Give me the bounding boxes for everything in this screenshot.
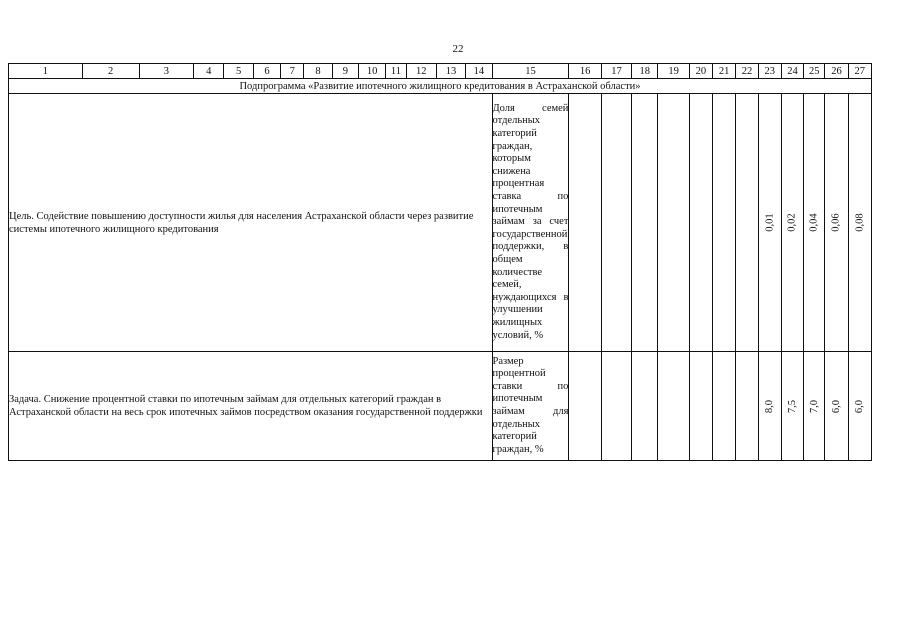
- column-number: 19: [658, 64, 689, 79]
- column-number: 11: [386, 64, 406, 79]
- column-number: 9: [332, 64, 358, 79]
- indicators-table: [8, 63, 872, 461]
- value-text: 6,0: [830, 399, 842, 413]
- column-number: 8: [304, 64, 332, 79]
- column-number: 22: [736, 64, 758, 79]
- empty-cell: [632, 352, 658, 461]
- empty-cell: [632, 94, 658, 352]
- row-description: Цель. Содействие повышению доступности жилья для населения Астраханской области через развитие системы ипотечного жилищного кредитования: [9, 94, 493, 352]
- empty-cell: [658, 352, 689, 461]
- column-number: 4: [194, 64, 224, 79]
- value-text: 0,04: [808, 213, 820, 232]
- column-number: 25: [804, 64, 825, 79]
- column-number: 10: [359, 64, 386, 79]
- column-number: 7: [281, 64, 304, 79]
- value-cell: [781, 94, 803, 352]
- column-number: 1: [9, 64, 83, 79]
- value-text: 0,02: [786, 213, 798, 232]
- subprogram-title: Подпрограмма «Развитие ипотечного жилищного кредитования в Астраханской области»: [9, 79, 872, 94]
- value-text: 6,0: [854, 399, 866, 413]
- page-number: 22: [452, 43, 464, 55]
- value-cell: [758, 94, 781, 352]
- value-text: 7,0: [808, 399, 820, 413]
- column-number: 26: [825, 64, 848, 79]
- column-number: 3: [139, 64, 194, 79]
- value-text: 0,06: [830, 213, 842, 232]
- column-number: 17: [601, 64, 631, 79]
- value-text: 0,08: [854, 213, 866, 232]
- value-cell: [804, 94, 825, 352]
- value-cell: [848, 94, 871, 352]
- empty-cell: [569, 94, 601, 352]
- empty-cell: [601, 94, 631, 352]
- column-number: 12: [406, 64, 436, 79]
- column-number: 24: [781, 64, 803, 79]
- empty-cell: [713, 352, 736, 461]
- table-row: [9, 352, 872, 461]
- value-text: 7,5: [786, 399, 798, 413]
- value-cell: [758, 352, 781, 461]
- value-cell: [825, 352, 848, 461]
- column-number: 23: [758, 64, 781, 79]
- value-text: 0,01: [764, 213, 776, 232]
- row-indicator: Размер процентной ставки по ипотечным займам для отдельных категорий граждан, %: [492, 352, 569, 461]
- column-number: 15: [492, 64, 569, 79]
- column-number: 6: [253, 64, 280, 79]
- value-text: 8,0: [764, 399, 776, 413]
- empty-cell: [713, 94, 736, 352]
- row-indicator: Доля семей отдельных категорий граждан, которым снижена процентная ставка по ипотечным займам за счет государственной поддержки, в общем количестве семей, нуждающихся в улучшении жилищных условий, %: [492, 94, 569, 352]
- value-cell: [804, 352, 825, 461]
- empty-cell: [569, 352, 601, 461]
- column-number: 20: [689, 64, 712, 79]
- empty-cell: [736, 352, 758, 461]
- row-description: Задача. Снижение процентной ставки по ипотечным займам для отдельных категорий граждан в Астраханской области на весь срок ипотечных займов посредством оказания государственной поддержки: [9, 352, 493, 461]
- column-number: 21: [713, 64, 736, 79]
- column-number: 27: [848, 64, 871, 79]
- empty-cell: [689, 94, 712, 352]
- column-number: 14: [466, 64, 492, 79]
- empty-cell: [736, 94, 758, 352]
- value-cell: [848, 352, 871, 461]
- column-number: 13: [436, 64, 465, 79]
- column-number: 5: [224, 64, 253, 79]
- column-number: 18: [632, 64, 658, 79]
- empty-cell: [658, 94, 689, 352]
- table-row: [9, 94, 872, 352]
- column-number: 16: [569, 64, 601, 79]
- value-cell: [825, 94, 848, 352]
- subprogram-row: [9, 79, 872, 94]
- column-number: 2: [82, 64, 139, 79]
- value-cell: [781, 352, 803, 461]
- empty-cell: [689, 352, 712, 461]
- column-number-row: [9, 64, 872, 79]
- empty-cell: [601, 352, 631, 461]
